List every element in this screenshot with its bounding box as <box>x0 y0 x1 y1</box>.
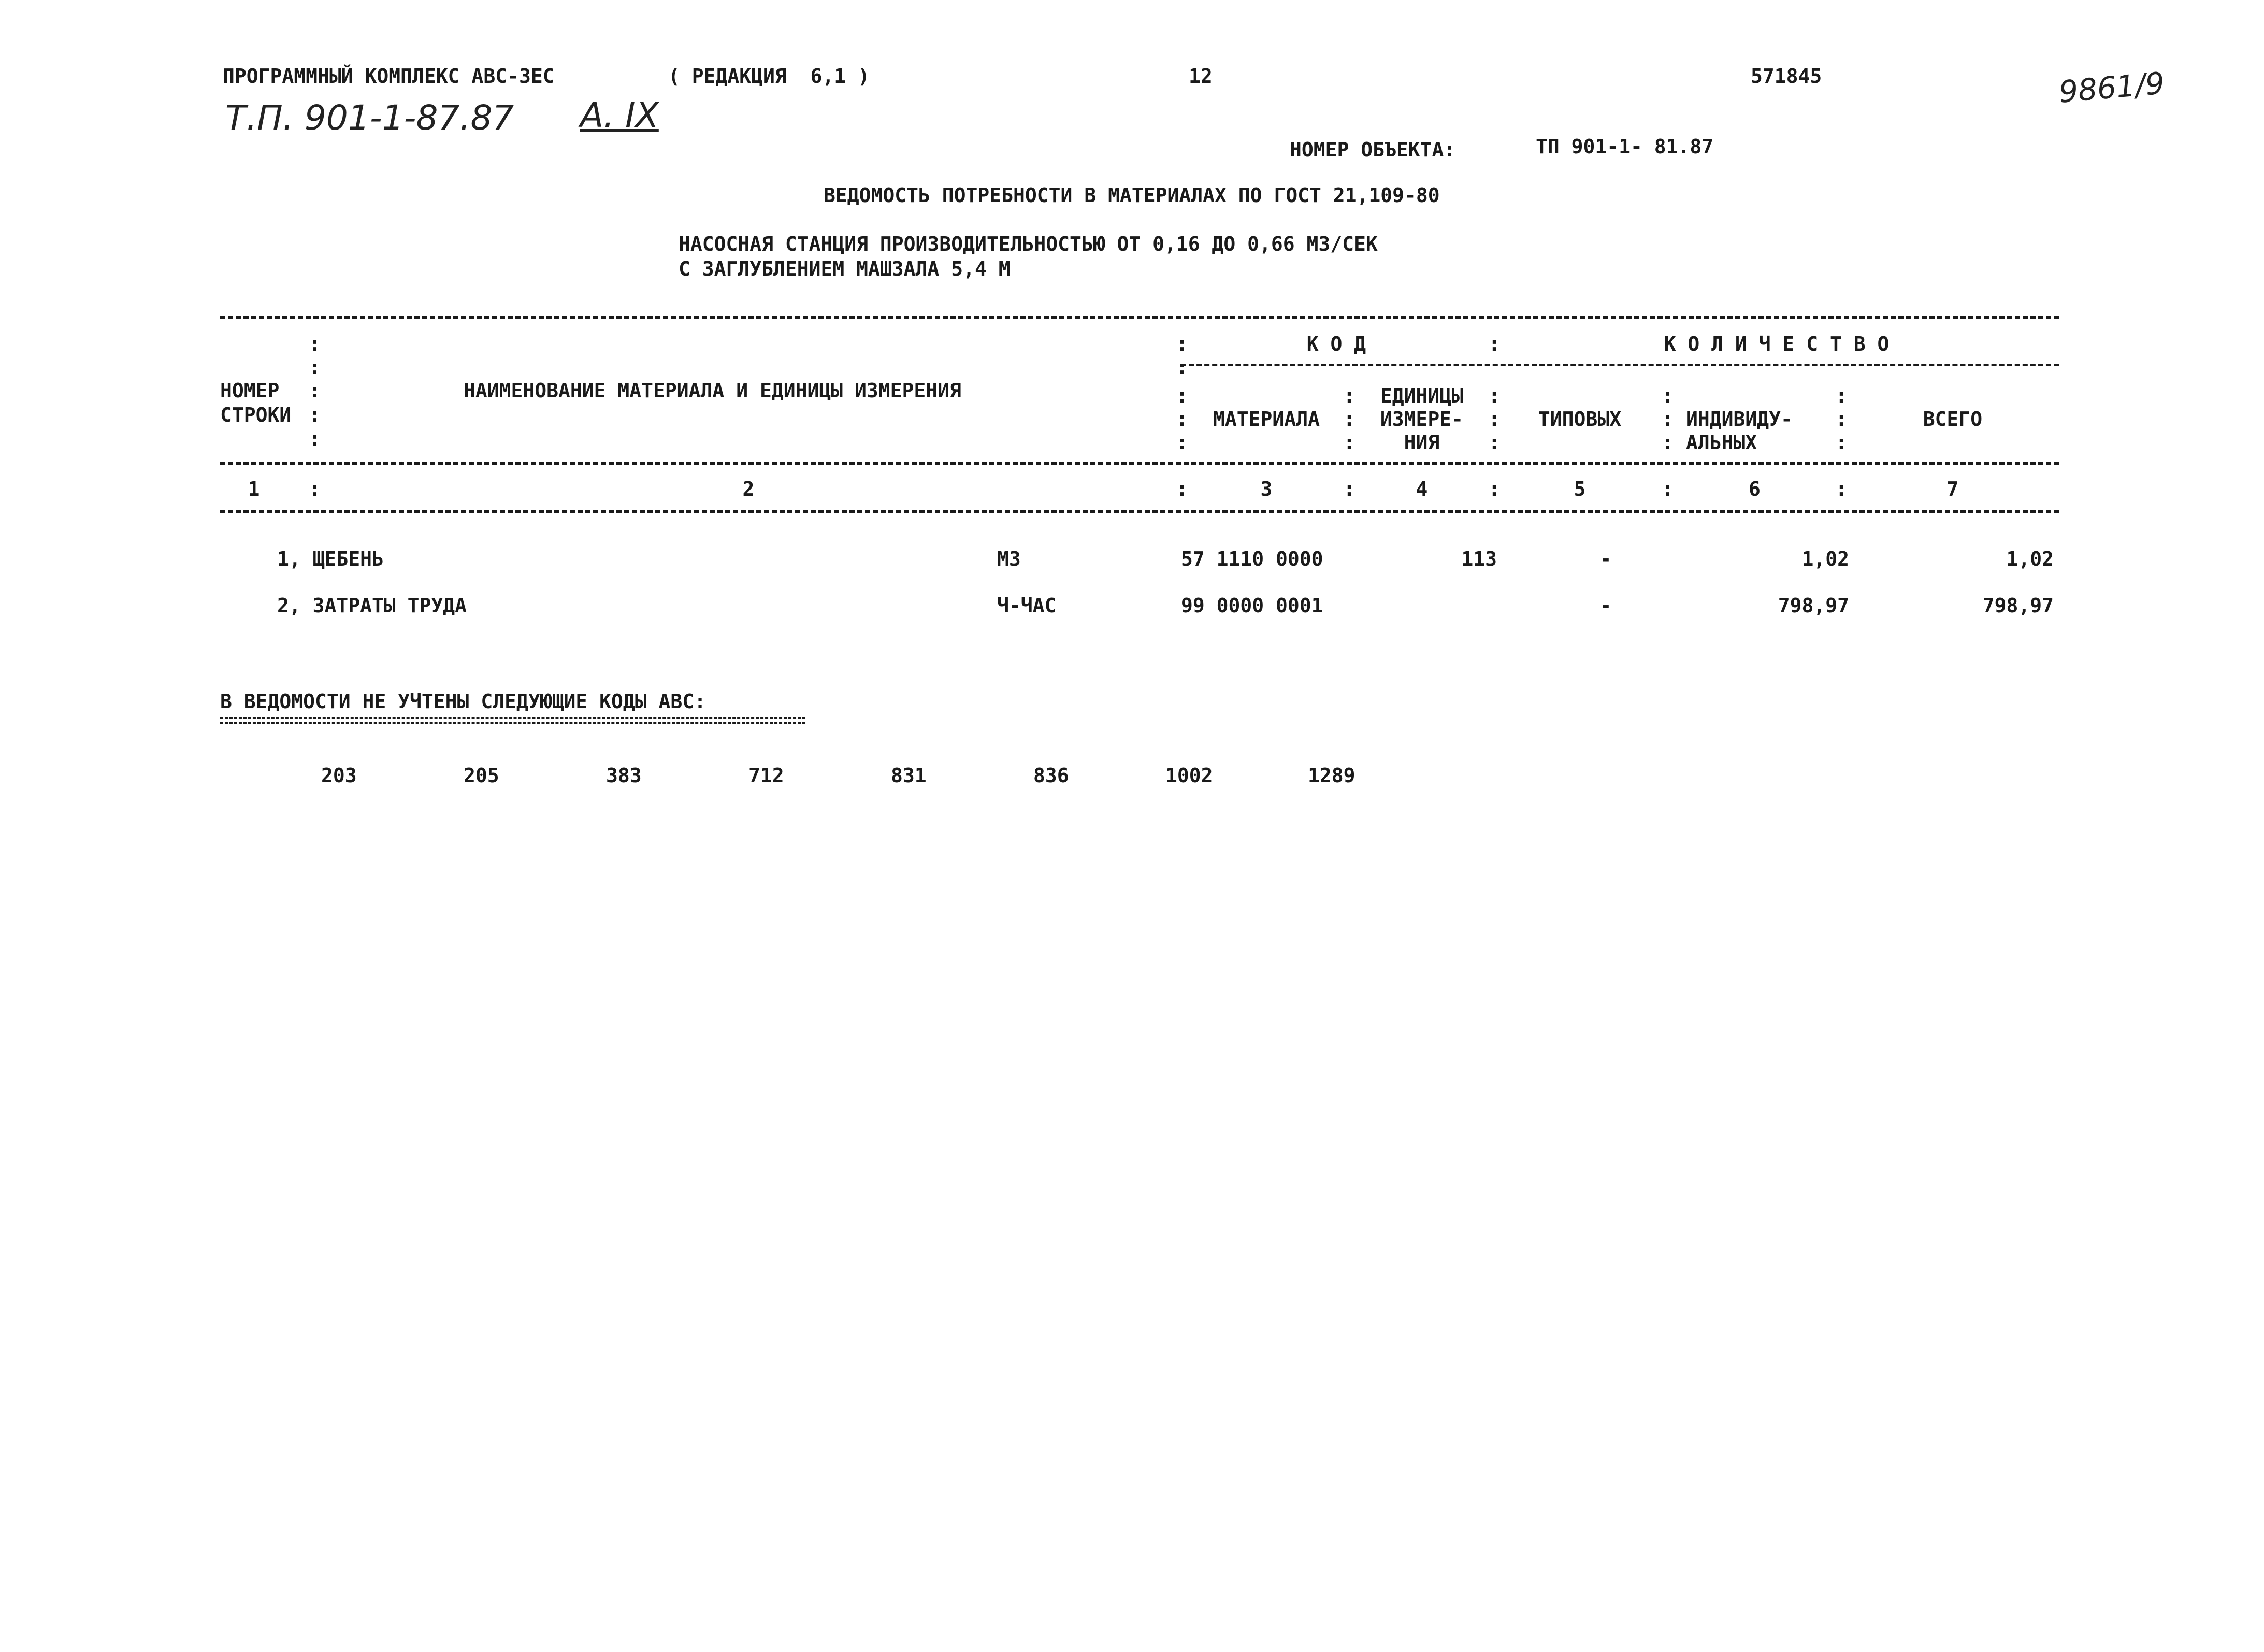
col-header-individual-2: АЛЬНЫХ <box>1686 431 1757 454</box>
col-separator: : <box>1176 478 1188 500</box>
col-separator: : <box>309 427 321 450</box>
row-individual: 798,97 <box>1778 594 1849 617</box>
handwritten-album-number: А. IX <box>580 95 659 135</box>
col-separator: : <box>1835 478 1848 500</box>
excluded-code: 383 <box>606 764 642 787</box>
col-number-5: 5 <box>1574 478 1586 500</box>
row-typical: - <box>1599 548 1612 570</box>
col-separator: : <box>1662 408 1674 430</box>
col-separator: : <box>1343 408 1355 430</box>
col-separator: : <box>1176 384 1188 407</box>
col-separator: : <box>1488 384 1501 407</box>
group-header-quantity: К О Л И Ч Е С Т В О <box>1664 333 1890 355</box>
col-number-6: 6 <box>1749 478 1761 500</box>
edition-label: ( РЕДАКЦИЯ 6,1 ) <box>668 65 870 88</box>
row-material-name: 2, ЗАТРАТЫ ТРУДА <box>277 594 467 617</box>
col-separator: : <box>1343 431 1355 454</box>
excluded-code: 836 <box>1033 764 1069 787</box>
col-number-1: 1 <box>248 478 260 500</box>
col-separator: : <box>1488 431 1501 454</box>
document-title: ВЕДОМОСТЬ ПОТРЕБНОСТИ В МАТЕРИАЛАХ ПО ГОСТ 21,109-80 <box>824 184 1440 207</box>
table-group-rule <box>1181 364 2059 366</box>
table-header-rule <box>220 462 2059 465</box>
col-separator: : <box>1343 478 1355 500</box>
col-number-4: 4 <box>1416 478 1428 500</box>
row-unit: М3 <box>997 548 1021 570</box>
subtitle-line-1: НАСОСНАЯ СТАНЦИЯ ПРОИЗВОДИТЕЛЬНОСТЬЮ ОТ 0,16 ДО 0,66 М3/СЕК <box>679 233 1378 255</box>
row-unit-code: 113 <box>1461 548 1497 570</box>
excluded-code: 1289 <box>1308 764 1355 787</box>
excluded-code: 205 <box>464 764 499 787</box>
col-separator: : <box>1835 384 1848 407</box>
note-underline <box>220 717 805 724</box>
program-name: ПРОГРАММНЫЙ КОМПЛЕКС АВС-3ЕС <box>223 65 555 88</box>
col-separator: : <box>1488 408 1501 430</box>
subtitle-line-2: С ЗАГЛУБЛЕНИЕМ МАШЗАЛА 5,4 М <box>679 257 1011 280</box>
col-header-unit-code-2: ИЗМЕРЕ- <box>1380 408 1464 430</box>
row-material-code: 99 0000 0001 <box>1181 594 1323 617</box>
col-separator: : <box>1488 333 1501 355</box>
col-header-unit-code-1: ЕДИНИЦЫ <box>1380 384 1464 407</box>
col-separator: : <box>309 478 321 500</box>
excluded-code: 831 <box>891 764 927 787</box>
col-separator: : <box>1662 384 1674 407</box>
col-header-name: НАИМЕНОВАНИЕ МАТЕРИАЛА И ЕДИНИЦЫ ИЗМЕРЕНИЯ <box>464 379 961 402</box>
col-separator: : <box>1176 356 1188 379</box>
col-number-3: 3 <box>1260 478 1273 500</box>
excluded-codes-note: В ВЕДОМОСТИ НЕ УЧТЕНЫ СЛЕДУЮЩИЕ КОДЫ АВС: <box>220 690 706 713</box>
row-individual: 1,02 <box>1801 548 1849 570</box>
col-header-material-code: МАТЕРИАЛА <box>1213 408 1320 430</box>
col-separator: : <box>1662 478 1674 500</box>
excluded-code: 712 <box>748 764 784 787</box>
object-number: ТП 901-1- 81.87 <box>1536 135 1714 158</box>
col-header-row-num-2: СТРОКИ <box>220 404 292 426</box>
col-number-7: 7 <box>1946 478 1959 500</box>
row-material-code: 57 1110 0000 <box>1181 548 1323 570</box>
group-header-code: К О Д <box>1306 333 1366 355</box>
col-header-typical: ТИПОВЫХ <box>1538 408 1622 430</box>
col-separator: : <box>1488 478 1501 500</box>
col-separator: : <box>309 356 321 379</box>
document-code: 571845 <box>1751 65 1822 88</box>
table-top-rule <box>220 316 2059 319</box>
col-separator: : <box>309 379 321 402</box>
row-total: 798,97 <box>1982 594 2054 617</box>
handwritten-project-number: Т.П. 901-1-87.87 <box>225 98 514 138</box>
col-separator: : <box>1343 384 1355 407</box>
col-separator: : <box>309 333 321 355</box>
page-number: 12 <box>1189 65 1213 88</box>
col-separator: : <box>309 404 321 426</box>
handwritten-stamp: 9861/9 <box>2057 65 2166 110</box>
col-header-unit-code-3: НИЯ <box>1404 431 1440 454</box>
col-separator: : <box>1176 333 1188 355</box>
col-header-row-num-1: НОМЕР <box>220 379 280 402</box>
col-separator: : <box>1835 431 1848 454</box>
excluded-code: 203 <box>321 764 357 787</box>
row-total: 1,02 <box>2006 548 2054 570</box>
col-separator: : <box>1835 408 1848 430</box>
object-number-label: НОМЕР ОБЪЕКТА: <box>1290 138 1456 161</box>
col-number-2: 2 <box>742 478 755 500</box>
col-header-total: ВСЕГО <box>1923 408 1983 430</box>
col-separator: : <box>1662 431 1674 454</box>
col-header-individual-1: ИНДИВИДУ- <box>1686 408 1793 430</box>
excluded-code: 1002 <box>1165 764 1213 787</box>
row-typical: - <box>1599 594 1612 617</box>
row-material-name: 1, ЩЕБЕНЬ <box>277 548 384 570</box>
col-separator: : <box>1176 408 1188 430</box>
col-separator: : <box>1176 431 1188 454</box>
table-number-rule <box>220 510 2059 513</box>
row-unit: Ч-ЧАС <box>997 594 1057 617</box>
